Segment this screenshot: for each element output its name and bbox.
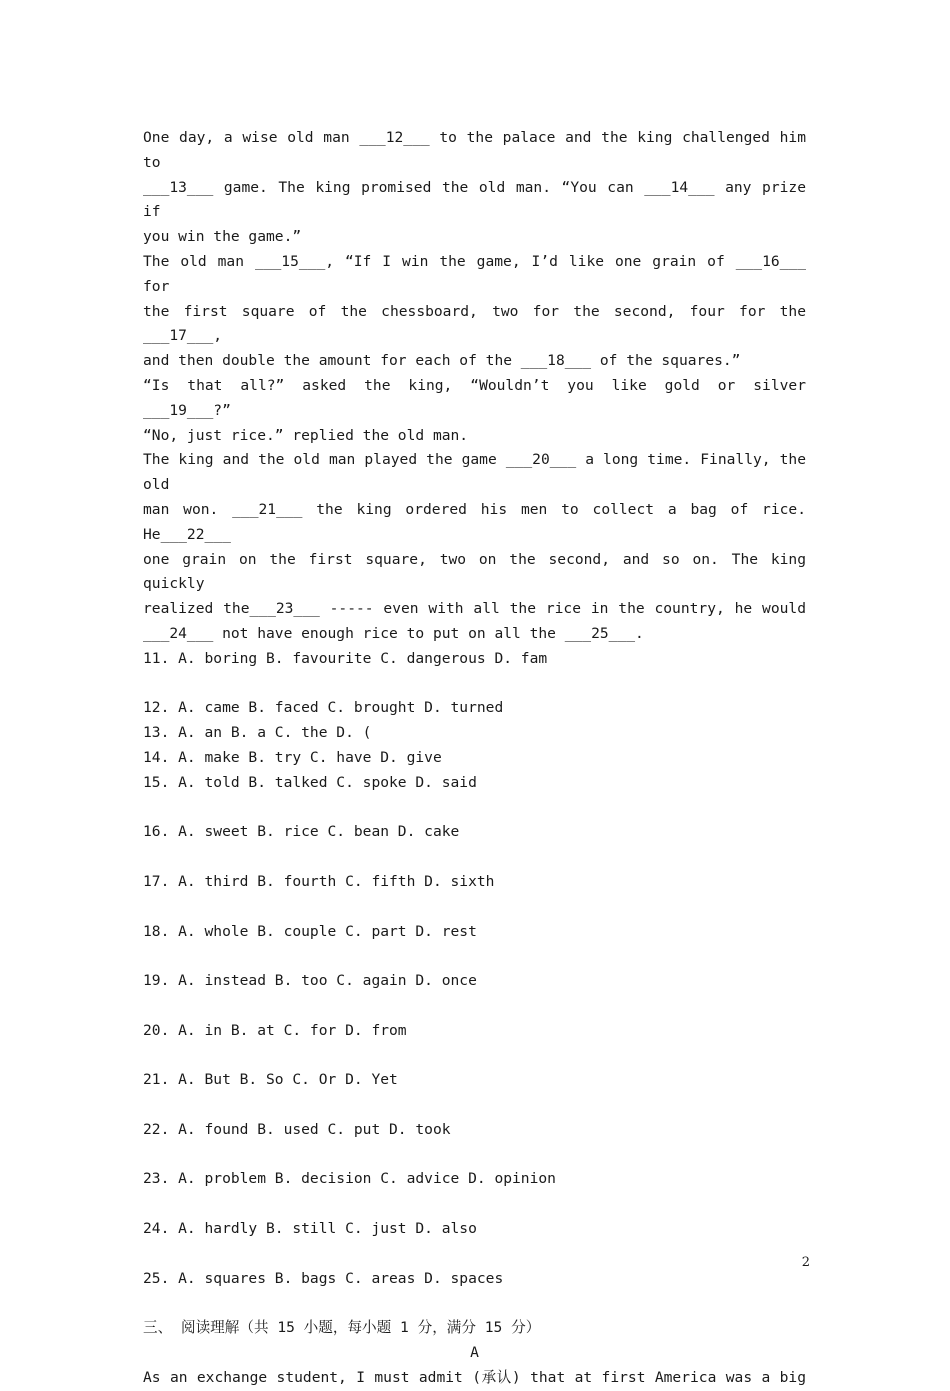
- question-list: [143, 647, 806, 1317]
- passage-line: ___13___ game. The king promised the old man. “You can ___14___ any prize if: [143, 178, 806, 221]
- passage-line: One day, a wise old man ___12___ to the palace and the king challenged him to: [143, 129, 806, 171]
- question-item: 22. A. found B. used C. put D. took: [143, 1120, 451, 1138]
- passage-line: ___19___?”: [143, 401, 231, 419]
- question-item: 16. A. sweet B. rice C. bean D. cake: [143, 823, 460, 841]
- part-label: A: [470, 1344, 479, 1362]
- passage-line: The old man ___15___, “If I win the game, I’d like one grain of ___16___ for: [143, 252, 806, 295]
- passage-line: one grain on the first square, two on the second, and so on. The king quickly: [143, 550, 806, 593]
- question-item: 11. A. boring B. favourite C. dangerous D. fam: [143, 649, 548, 667]
- blank-spacer: [143, 1192, 806, 1217]
- passage-line: man won. ___21___ the king ordered his men to collect a bag of rice. He___22___: [143, 500, 806, 543]
- blank-spacer: [143, 1093, 806, 1118]
- question-item: 12. A. came B. faced C. brought D. turned: [143, 699, 504, 717]
- section-heading: 三、 阅读理解（共 15 小题，每小题 1 分，满分 15 分）: [143, 1319, 541, 1337]
- cloze-passage: [143, 126, 806, 647]
- passage-line: “No, just rice.” replied the old man.: [143, 426, 469, 444]
- passage-line: you win the game.”: [143, 228, 302, 246]
- blank-spacer: [143, 1242, 806, 1267]
- passage-line: The king and the old man played the game ___20___ a long time. Finally, the old: [143, 451, 806, 494]
- blank-spacer: [143, 1043, 806, 1068]
- question-item: 13. A. an B. a C. the D. (: [143, 724, 372, 742]
- blank-spacer: [143, 994, 806, 1019]
- question-item: 24. A. hardly B. still C. just D. also: [143, 1220, 477, 1238]
- blank-spacer: [143, 944, 806, 969]
- blank-spacer: [143, 1291, 806, 1316]
- question-item: 20. A. in B. at C. for D. from: [143, 1021, 407, 1039]
- question-item: 14. A. make B. try C. have D. give: [143, 748, 442, 766]
- passage-line: ___24___ not have enough rice to put on all the ___25___.: [143, 624, 644, 642]
- question-item: 15. A. told B. talked C. spoke D. said: [143, 773, 477, 791]
- page-content: [143, 126, 806, 1391]
- blank-spacer: [143, 672, 806, 697]
- passage-line: and then double the amount for each of the ___18___ of the squares.”: [143, 352, 741, 370]
- page-number: 2: [801, 1255, 810, 1270]
- reading-passage-first-line: As an exchange student, I must admit (承认) that at first America was a big: [143, 1368, 806, 1386]
- question-item: 21. A. But B. So C. Or D. Yet: [143, 1071, 398, 1089]
- passage-line: realized the___23___ ----- even with all the rice in the country, he would: [143, 600, 806, 618]
- blank-spacer: [143, 895, 806, 920]
- blank-spacer: [143, 845, 806, 870]
- question-item: 25. A. squares B. bags C. areas D. spaces: [143, 1269, 504, 1287]
- passage-line: the first square of the chessboard, two for the second, four for the ___17___,: [143, 302, 806, 345]
- blank-spacer: [143, 1143, 806, 1168]
- blank-spacer: [143, 796, 806, 821]
- question-item: 23. A. problem B. decision C. advice D. opinion: [143, 1170, 556, 1188]
- question-item: 17. A. third B. fourth C. fifth D. sixth: [143, 872, 495, 890]
- passage-line: “Is that all?” asked the king, “Wouldn’t you like gold or silver: [143, 376, 806, 394]
- question-item: 18. A. whole B. couple C. part D. rest: [143, 922, 477, 940]
- question-item: 19. A. instead B. too C. again D. once: [143, 972, 477, 990]
